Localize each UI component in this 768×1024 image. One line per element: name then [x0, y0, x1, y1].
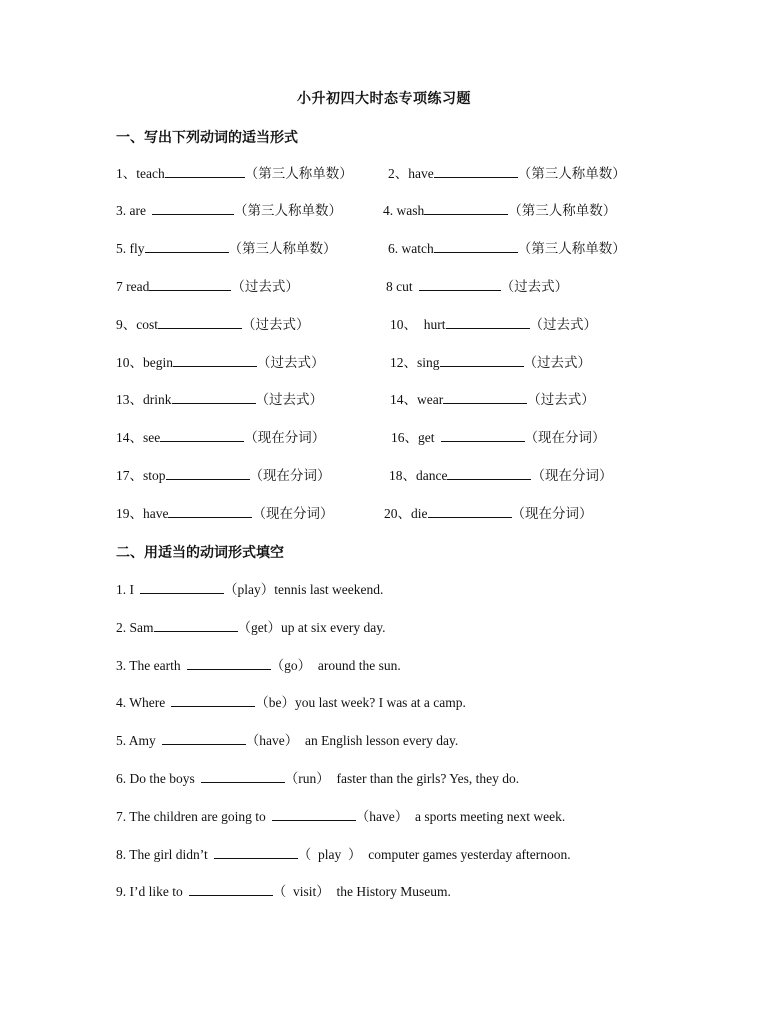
- verb-item-9: [116, 315, 310, 334]
- item-hint: （第三人称单数）: [517, 241, 626, 256]
- item-hint: （现在分词）: [252, 506, 334, 521]
- answer-blank[interactable]: [165, 164, 245, 178]
- item-prefix: 13、drink: [116, 392, 172, 407]
- sentence-item-7: [116, 807, 565, 826]
- item-hint: （第三人称单数）: [228, 241, 337, 256]
- sentence-after: （ play ） computer games yesterday afternoon.: [297, 847, 571, 862]
- verb-item-14: [390, 390, 595, 409]
- answer-blank[interactable]: [419, 277, 501, 291]
- answer-blank[interactable]: [424, 201, 508, 215]
- sentence-after: （get）up at six every day.: [237, 620, 386, 635]
- answer-blank[interactable]: [434, 239, 518, 253]
- sentence-before: 5. Amy: [116, 733, 156, 748]
- verb-item-2: [388, 164, 626, 183]
- item-prefix: 10、 hurt: [390, 317, 446, 332]
- item-prefix: 1、teach: [116, 166, 165, 181]
- item-hint: （过去式）: [527, 392, 595, 407]
- answer-blank[interactable]: [145, 239, 229, 253]
- item-prefix: 2、have: [388, 166, 434, 181]
- verb-item-17: [116, 466, 331, 485]
- sentence-before: 9. I’d like to: [116, 884, 183, 899]
- sentence-after: （run） faster than the girls? Yes, they do.: [284, 771, 520, 786]
- section2-heading: 二、用适当的动词形式填空: [116, 546, 284, 561]
- verb-item-10: [390, 315, 597, 334]
- answer-blank[interactable]: [189, 882, 273, 896]
- item-prefix: 18、dance: [389, 468, 448, 483]
- answer-blank[interactable]: [140, 580, 224, 594]
- sentence-after: （ visit） the History Museum.: [272, 884, 451, 899]
- section1-heading: 一、写出下列动词的适当形式: [116, 131, 298, 146]
- item-prefix: 9、cost: [116, 317, 158, 332]
- item-prefix: 17、stop: [116, 468, 166, 483]
- sentence-after: （have） an English lesson every day.: [245, 733, 459, 748]
- answer-blank[interactable]: [154, 618, 238, 632]
- item-prefix: 14、wear: [390, 392, 444, 407]
- answer-blank[interactable]: [172, 390, 256, 404]
- verb-item-20: [384, 504, 593, 523]
- sentence-before: 4. Where: [116, 695, 166, 710]
- sentence-before: 8. The girl didn’t: [116, 847, 208, 862]
- answer-blank[interactable]: [152, 201, 234, 215]
- item-hint: （现在分词）: [524, 430, 606, 445]
- item-prefix: 16、get: [391, 430, 435, 445]
- answer-blank[interactable]: [158, 315, 242, 329]
- answer-blank[interactable]: [168, 504, 252, 518]
- sentence-after: （be）you last week? I was at a camp.: [255, 695, 466, 710]
- verb-item-13: [116, 390, 323, 409]
- answer-blank[interactable]: [166, 466, 250, 480]
- verb-item-12: [390, 353, 591, 372]
- answer-blank[interactable]: [428, 504, 512, 518]
- item-prefix: 4. wash: [383, 203, 425, 218]
- answer-blank[interactable]: [171, 693, 255, 707]
- item-hint: （第三人称单数）: [233, 203, 342, 218]
- answer-blank[interactable]: [173, 353, 257, 367]
- verb-item-7: [116, 277, 299, 296]
- answer-blank[interactable]: [272, 807, 356, 821]
- page-title: 小升初四大时态专项练习题: [297, 92, 471, 107]
- verb-item-16: [391, 428, 606, 447]
- item-prefix: 12、sing: [390, 355, 440, 370]
- item-hint: （第三人称单数）: [244, 166, 353, 181]
- sentence-item-9: [116, 882, 451, 901]
- item-hint: （过去式）: [529, 317, 597, 332]
- sentence-item-1: [116, 580, 383, 599]
- answer-blank[interactable]: [443, 390, 527, 404]
- sentence-item-6: [116, 769, 519, 788]
- item-prefix: 8 cut: [386, 279, 413, 294]
- answer-blank[interactable]: [187, 656, 271, 670]
- sentence-item-3: [116, 656, 401, 675]
- item-hint: （过去式）: [257, 355, 325, 370]
- item-hint: （过去式）: [242, 317, 310, 332]
- verb-item-4: [383, 201, 616, 220]
- verb-item-8: [386, 277, 568, 296]
- answer-blank[interactable]: [214, 845, 298, 859]
- verb-item-18: [389, 466, 612, 485]
- answer-blank[interactable]: [447, 466, 531, 480]
- verb-item-19: [116, 504, 333, 523]
- item-hint: （现在分词）: [511, 506, 593, 521]
- sentence-before: 3. The earth: [116, 658, 181, 673]
- sentence-item-5: [116, 731, 458, 750]
- item-hint: （第三人称单数）: [508, 203, 617, 218]
- item-hint: （第三人称单数）: [517, 166, 626, 181]
- verb-item-3: [116, 201, 342, 220]
- answer-blank[interactable]: [440, 353, 524, 367]
- verb-item-1: [116, 164, 353, 183]
- answer-blank[interactable]: [162, 731, 246, 745]
- item-prefix: 3. are: [116, 203, 146, 218]
- answer-blank[interactable]: [160, 428, 244, 442]
- item-prefix: 5. fly: [116, 241, 145, 256]
- sentence-before: 1. I: [116, 582, 134, 597]
- item-hint: （现在分词）: [249, 468, 331, 483]
- answer-blank[interactable]: [201, 769, 285, 783]
- answer-blank[interactable]: [441, 428, 525, 442]
- item-prefix: 7 read: [116, 279, 150, 294]
- item-hint: （过去式）: [500, 279, 569, 294]
- sentence-after: （play）tennis last weekend.: [224, 582, 384, 597]
- sentence-item-4: [116, 693, 466, 712]
- item-prefix: 19、have: [116, 506, 169, 521]
- item-hint: （过去式）: [523, 355, 592, 370]
- item-prefix: 6. watch: [388, 241, 434, 256]
- sentence-item-8: [116, 845, 571, 864]
- sentence-before: 7. The children are going to: [116, 809, 266, 824]
- answer-blank[interactable]: [149, 277, 231, 291]
- item-prefix: 14、see: [116, 430, 161, 445]
- item-hint: （现在分词）: [244, 430, 326, 445]
- verb-item-15: [116, 428, 325, 447]
- item-hint: （现在分词）: [531, 468, 613, 483]
- sentence-before: 2. Sam: [116, 620, 154, 635]
- answer-blank[interactable]: [446, 315, 530, 329]
- sentence-after: （have） a sports meeting next week.: [355, 809, 566, 824]
- item-hint: （过去式）: [231, 279, 299, 294]
- verb-item-6: [388, 239, 626, 258]
- item-hint: （过去式）: [255, 392, 323, 407]
- verb-item-5: [116, 239, 337, 258]
- sentence-after: （go） around the sun.: [270, 658, 401, 673]
- sentence-before: 6. Do the boys: [116, 771, 195, 786]
- answer-blank[interactable]: [434, 164, 518, 178]
- item-prefix: 20、die: [384, 506, 428, 521]
- verb-item-11: [116, 353, 325, 372]
- sentence-item-2: [116, 618, 385, 637]
- item-prefix: 10、begin: [116, 355, 173, 370]
